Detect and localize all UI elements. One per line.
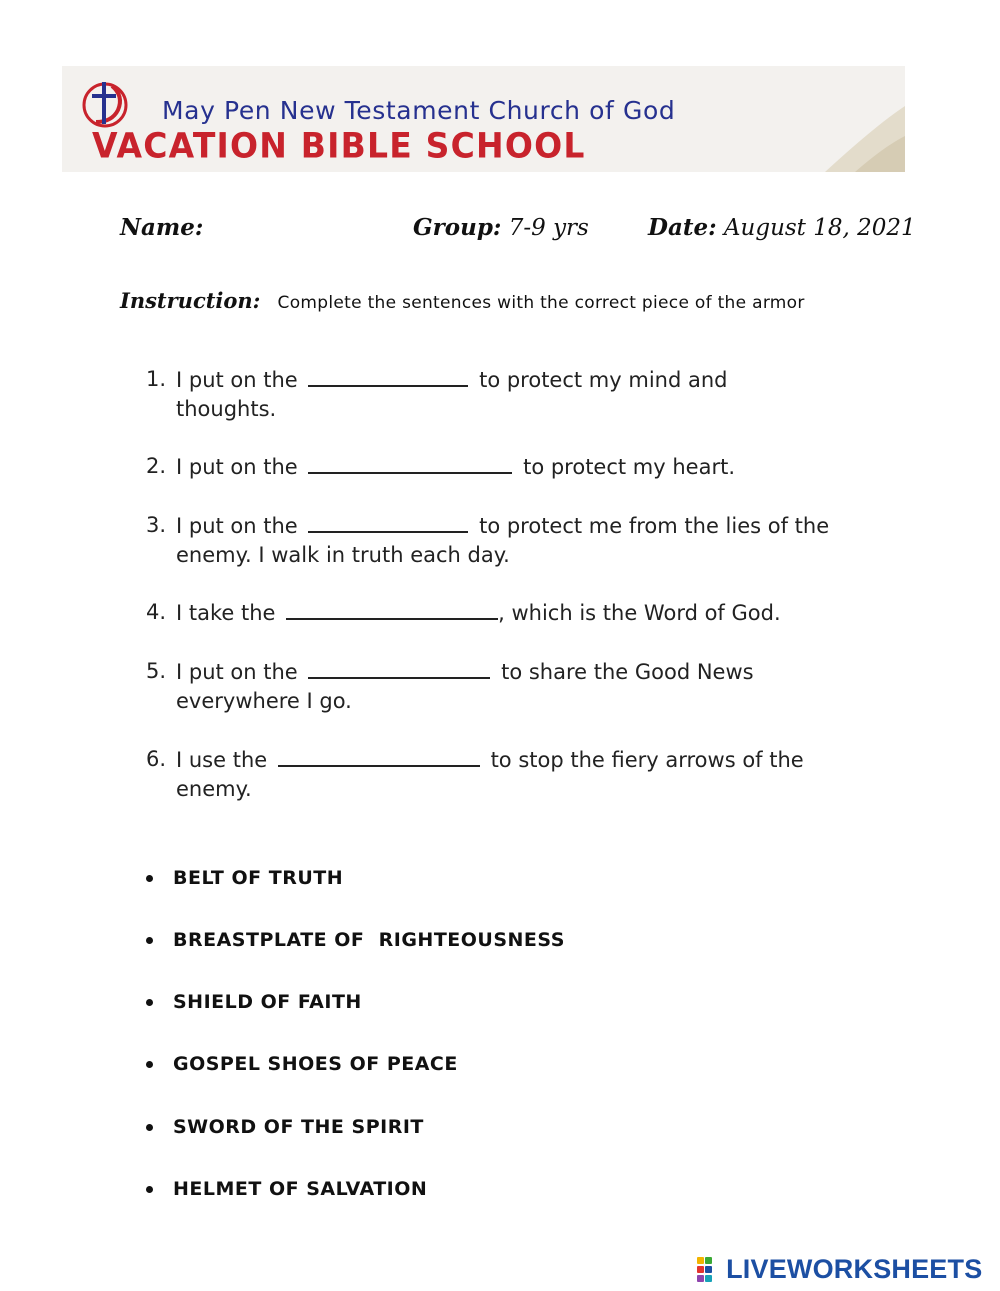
word-bank-label: SWORD OF THE SPIRIT: [173, 1116, 424, 1138]
word-bank-label: GOSPEL SHOES OF PEACE: [173, 1053, 458, 1075]
question-number: 6.: [146, 747, 167, 771]
question-text-before: I use the: [176, 748, 268, 772]
banner-swoosh: [765, 66, 905, 172]
answer-blank[interactable]: [308, 657, 490, 679]
question-text-after: to protect my mind and: [479, 368, 728, 392]
group-label: Group:: [413, 214, 502, 241]
name-field: [120, 214, 203, 241]
bullet-icon: [146, 999, 153, 1006]
word-bank-label: BELT OF TRUTH: [173, 867, 344, 889]
question-text-after: , which is the Word of God.: [498, 601, 781, 625]
question-text-line2: enemy. I walk in truth each day.: [176, 543, 510, 567]
church-name: May Pen New Testament Church of God: [162, 96, 676, 125]
answer-blank[interactable]: [278, 745, 480, 767]
question-text-before: I put on the: [176, 455, 298, 479]
question-text-before: I put on the: [176, 368, 298, 392]
question-item: [146, 511, 896, 570]
question-text-after: to protect me from the lies of the: [479, 514, 830, 538]
question-text-after: to share the Good News: [501, 660, 754, 684]
bullet-icon: [146, 937, 153, 944]
answer-blank[interactable]: [308, 511, 468, 533]
word-bank-label: BREASTPLATE OF RIGHTEOUSNESS: [173, 929, 565, 951]
question-item: [146, 452, 896, 482]
date-field: [648, 214, 916, 241]
word-bank-item: [146, 1053, 458, 1075]
word-bank-item: [146, 991, 362, 1013]
header-banner: [62, 66, 905, 172]
question-number: 3.: [146, 513, 167, 537]
question-text-line2: thoughts.: [176, 397, 277, 421]
question-item: [146, 745, 896, 804]
question-text-before: I put on the: [176, 514, 298, 538]
question-text-line2: enemy.: [176, 777, 252, 801]
date-value: August 18, 2021: [723, 215, 916, 241]
instruction-text: Complete the sentences with the correct piece of the armor: [277, 293, 805, 313]
liveworksheets-brand: [697, 1254, 982, 1284]
word-bank-item: [146, 929, 565, 951]
word-bank-item: [146, 867, 343, 889]
question-item: [146, 598, 896, 628]
brand-text: LIVEWORKSHEETS: [726, 1254, 983, 1284]
question-text-line2: everywhere I go.: [176, 689, 352, 713]
instruction-label: Instruction:: [120, 288, 261, 313]
instruction: [120, 288, 805, 313]
liveworksheets-logo-icon: [697, 1257, 721, 1283]
question-text-before: I put on the: [176, 660, 298, 684]
question-text-after: to stop the fiery arrows of the: [490, 748, 804, 772]
word-bank-item: [146, 1116, 424, 1138]
word-bank-label: SHIELD OF FAITH: [173, 991, 362, 1013]
answer-blank[interactable]: [308, 365, 468, 387]
church-logo-icon: [78, 78, 132, 132]
bullet-icon: [146, 875, 153, 882]
question-number: 5.: [146, 659, 167, 683]
program-title: VACATION BIBLE SCHOOL: [92, 125, 586, 166]
question-item: [146, 365, 896, 424]
name-label: Name:: [120, 214, 204, 241]
group-value: 7-9 yrs: [508, 215, 589, 241]
bullet-icon: [146, 1186, 153, 1193]
answer-blank[interactable]: [286, 598, 498, 620]
question-text-before: I take the: [176, 601, 276, 625]
bullet-icon: [146, 1124, 153, 1131]
word-bank-label: HELMET OF SALVATION: [173, 1178, 428, 1200]
question-number: 4.: [146, 600, 167, 624]
answer-blank[interactable]: [308, 452, 512, 474]
question-number: 1.: [146, 367, 167, 391]
question-item: [146, 657, 896, 716]
group-field: [413, 214, 589, 241]
question-text-after: to protect my heart.: [523, 455, 736, 479]
date-label: Date:: [648, 214, 717, 241]
question-number: 2.: [146, 454, 167, 478]
bullet-icon: [146, 1061, 153, 1068]
word-bank-item: [146, 1178, 427, 1200]
